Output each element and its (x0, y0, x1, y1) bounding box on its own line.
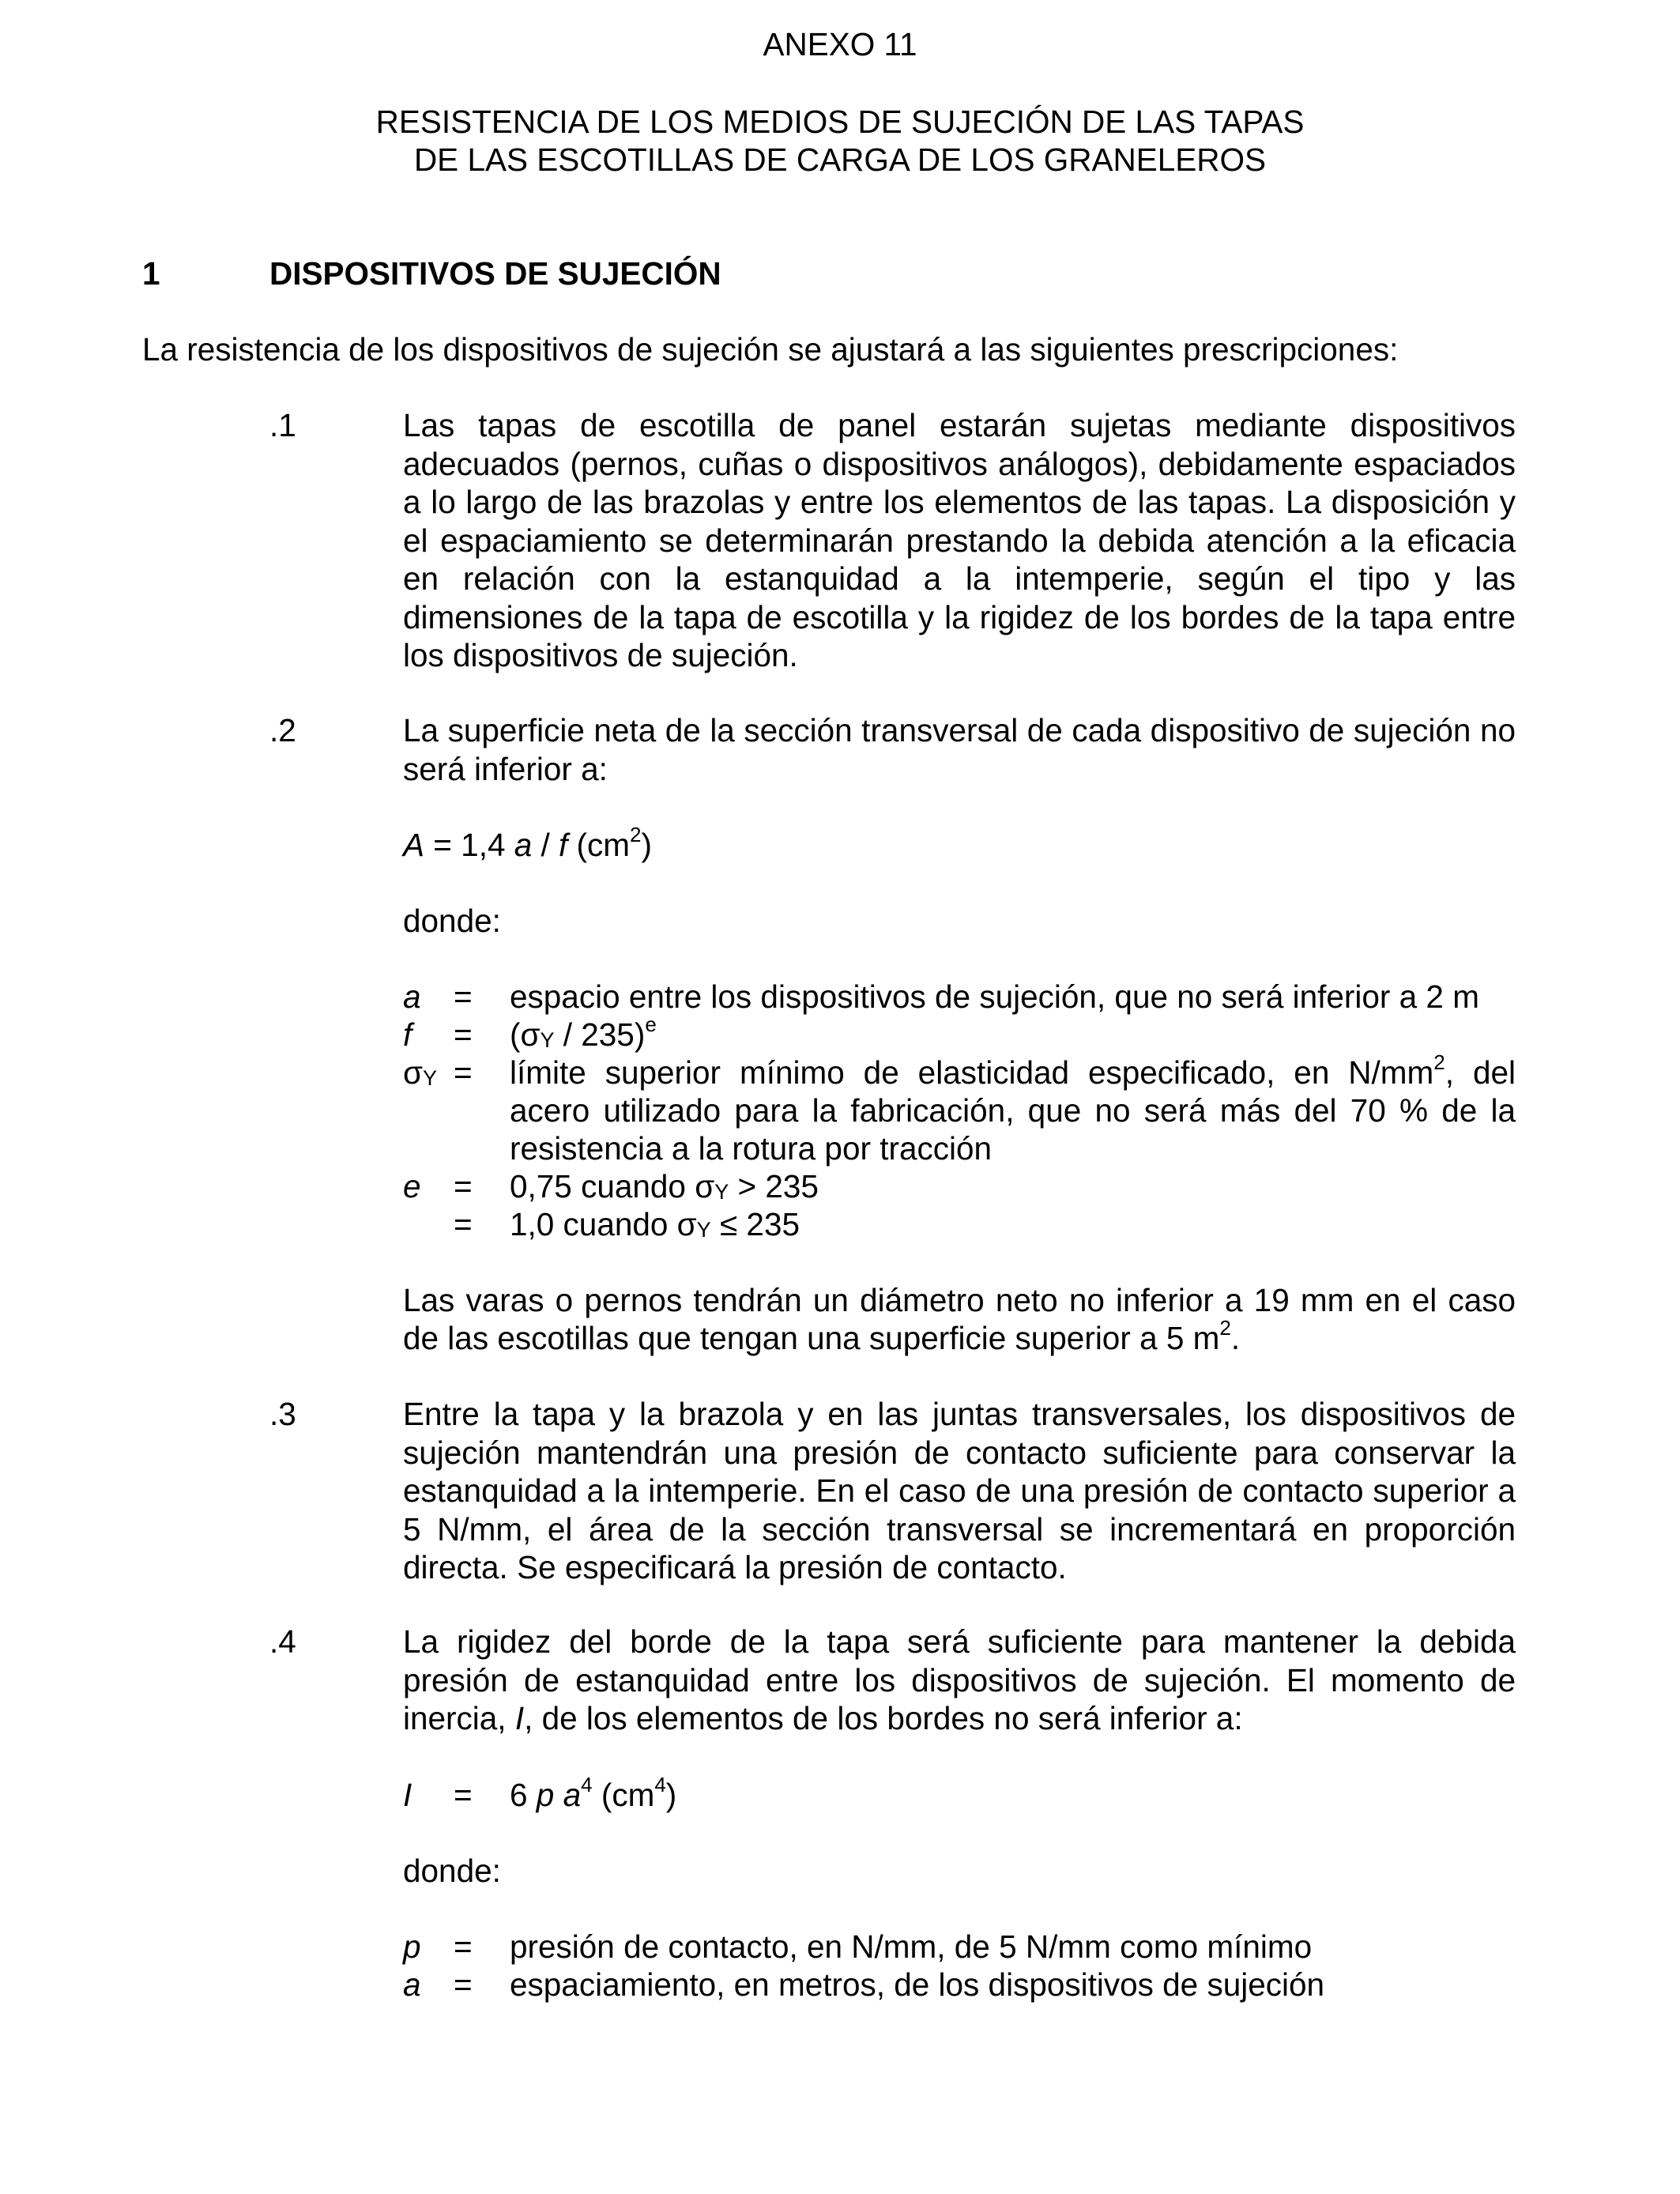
item-number-2: .2 (269, 712, 296, 748)
var-e-definition-1: 0,75 cuando $\sigma_Y > 235$ (510, 1168, 819, 1204)
intro-paragraph: La resistencia de los dispositivos de sujeción se ajustará a las siguientes prescripciones: (142, 331, 1399, 368)
var-a-equals: = (454, 978, 473, 1015)
item-number-1: .1 (269, 407, 296, 443)
formula-area-slash: / (532, 827, 559, 863)
item-3-paragraph: Entre la tapa y la brazola y en las juntas transversales, los dispositivos de sujeción mantendrán una presión de contacto suficiente para conservar la estanquidad a la intemperie. En el caso de una presión de contacto superior a 5 N/mm, el área de la sección transversal se incrementará en proporción directa. Se especificará la presión de contacto. (403, 1396, 1516, 1585)
var-sigma-definition-line-2: acero utilizado para la fabricación, que no será más del 70 % de la (510, 1092, 1516, 1129)
formula-area-eq: = 1,4 (424, 827, 514, 863)
bolts-line-1: Las varas o pernos tendrán un diámetro neto no inferior a 19 mm en el caso (403, 1282, 1516, 1318)
var-e-definition-2: 1,0 cuando $\sigma_Y \le 235$ (510, 1206, 800, 1242)
var-sigma-equals: = (454, 1054, 473, 1091)
annex-title: ANEXO 11 (763, 26, 917, 62)
var-f-symbol: f (403, 1016, 412, 1053)
var-a-definition: espacio entre los dispositivos de sujeción, que no será inferior a 2 m (510, 978, 1479, 1015)
formula-area-a: a (514, 827, 533, 863)
var-a2-equals: = (454, 1966, 473, 2003)
var-e-equals-2: = (454, 1206, 473, 1242)
var-sigma-symbol: $\sigma_Y$ (403, 1054, 438, 1091)
formula-area-unit-open: (cm (567, 827, 631, 863)
var-sigma-definition-line-1: límite superior mínimo de elasticidad especificado, en $N/mm^2$, del (510, 1050, 1516, 1091)
var-sigma-definition-line-3: resistencia a la rotura por tracción (510, 1130, 993, 1167)
formula-area-lhs: A (403, 827, 425, 863)
formula-area-unit-close: ) (641, 827, 652, 863)
var-e-equals: = (454, 1168, 473, 1204)
formula-area (403, 822, 652, 865)
item-1-paragraph: Las tapas de escotilla de panel estarán sujetas mediante dispositivos adecuados (pernos, cuñas o dispositivos análogos), debidamente espaciados a lo largo de las brazolas y entre los elementos de las tapas. La disposición y el espaciamiento se determinarán prestando la debida atención a la eficacia en relación con la estanquidad a la intemperie, según el tipo y las dimensiones de la tapa de escotilla y la rigidez de los bordes de la tapa entre los dispositivos de sujeción. (403, 407, 1516, 673)
var-a-symbol: a (403, 978, 421, 1015)
donde-label-1: donde: (403, 903, 501, 939)
var-a2-definition: espaciamiento, en metros, de los dispositivos de sujeción (510, 1966, 1325, 2003)
var-f-equals: = (454, 1016, 473, 1053)
section-number: 1 (142, 255, 160, 292)
formula-area-f: f (559, 827, 568, 863)
section-heading: DISPOSITIVOS DE SUJECIÓN (269, 255, 721, 292)
document-title-line-1: RESISTENCIA DE LOS MEDIOS DE SUJECIÓN DE LAS TAPAS (375, 104, 1305, 140)
formula-area-exponent: 2 (630, 822, 642, 846)
formula-inertia-rhs: 6 p $a^4$ $(cm^4)$ (510, 1772, 677, 1813)
var-e-symbol: e (403, 1168, 421, 1204)
var-p-symbol: p (403, 1928, 421, 1965)
item-4-paragraph: La rigidez del borde de la tapa será suficiente para mantener la debida presión de estanquidad entre los dispositivos de sujeción. El momento de inercia, I, de los elementos de los bordes no será inferior a: (403, 1623, 1516, 1736)
var-f-definition: $(\sigma_Y / 235)^e$ (510, 1012, 657, 1053)
bolts-line-2: de las escotillas que tengan una superficie superior a 5 $m^2$. (403, 1315, 1241, 1356)
formula-inertia-equals: = (454, 1777, 473, 1813)
var-p-definition: presión de contacto, en N/mm, de 5 N/mm como mínimo (510, 1928, 1313, 1965)
item-number-4: .4 (269, 1623, 296, 1660)
item-number-3: .3 (269, 1396, 296, 1432)
var-p-equals: = (454, 1928, 473, 1965)
item-2-paragraph: La superficie neta de la sección transversal de cada dispositivo de sujeción no será inferior a: (403, 712, 1516, 787)
var-a2-symbol: a (403, 1966, 421, 2003)
donde-label-2: donde: (403, 1853, 501, 1889)
formula-inertia-lhs: I (403, 1777, 412, 1813)
document-title-line-2: DE LAS ESCOTILLAS DE CARGA DE LOS GRANELEROS (413, 141, 1267, 178)
